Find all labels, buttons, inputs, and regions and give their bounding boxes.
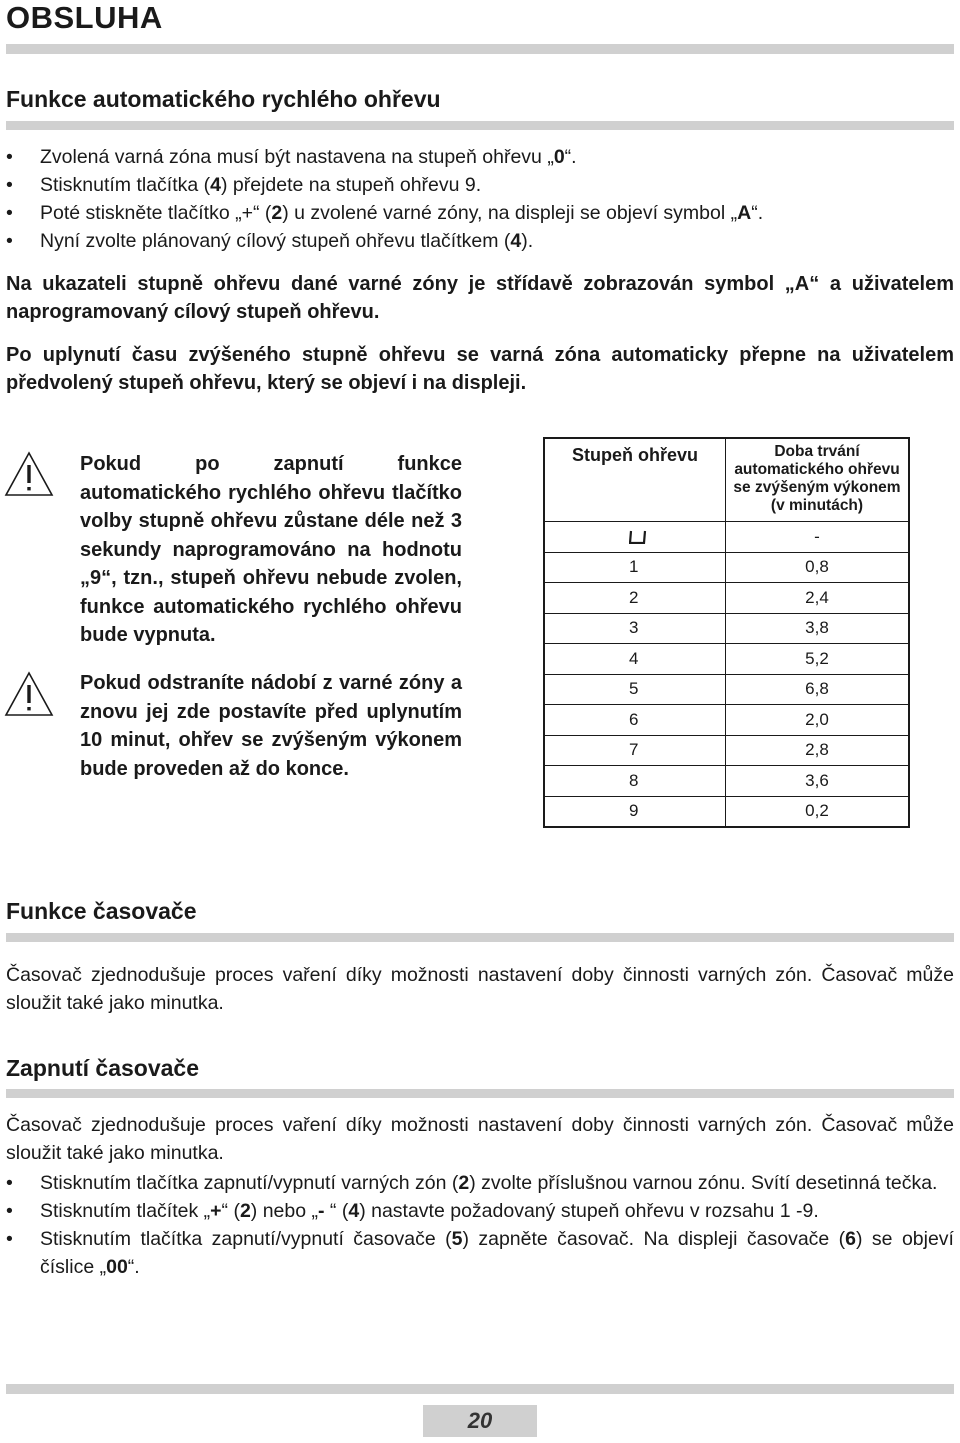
section-heading-timer-start: Zapnutí časovače [6,1055,200,1081]
table-cell-time: 2,0 [726,705,910,736]
table-cell-time: 0,2 [726,796,910,827]
list-item: • Stisknutím tlačítka zapnutí/vypnutí časovače (5) zapněte časovač. Na displeji časovače (6) se objeví číslice „00“. [6,1225,954,1281]
table-row [544,522,909,553]
table-row [544,583,909,614]
timer-steps [6,1169,954,1281]
divider-bar [6,1089,954,1098]
table-cell-level: 5 [544,674,726,705]
list-item: • Nyní zvolte plánovaný cílový stupeň ohřevu tlačítkem (4). [6,227,954,255]
table-cell-time: - [726,522,910,553]
paragraph-auto-switch: Po uplynutí času zvýšeného stupně ohřevu se varná zóna automaticky přepne na uživatelem předvolený stupeň ohřevu, který se objeví i na displeji. [6,344,954,394]
divider-bar [6,44,954,54]
page-number: 20 [467,1408,493,1433]
table-cell-level: 1 [544,552,726,583]
table-header-duration: Doba trvání automatického ohřevu se zvýšeným výkonem (v minutách) [726,438,910,522]
table-row [544,552,909,583]
table-cell-level: 6 [544,705,726,736]
table-row [544,766,909,797]
table-row [544,735,909,766]
list-item: • Stisknutím tlačítka (4) přejdete na stupeň ohřevu 9. [6,171,954,199]
section-heading-timer-function: Funkce časovače [6,898,197,924]
table-cell-time: 3,6 [726,766,910,797]
table-cell-level: 9 [544,796,726,827]
table-row [544,613,909,644]
table-cell-level [544,522,726,553]
table-cell-time: 5,2 [726,644,910,675]
divider-bar [6,933,954,942]
warning-text-cookware: Pokud odstraníte nádobí z varné zóny a znovu jej zde postavíte před uplynutím 10 minut, ohřev se zvýšeným výkonem bude proveden až do konce. [80,672,462,780]
table-header-row [544,438,909,522]
table-row [544,796,909,827]
list-item: • Stisknutím tlačítek „+“ (2) nebo „- “ (4) nastavte požadovaný stupeň ohřevu v rozsahu 1 -9. [6,1197,954,1225]
table-cell-level: 8 [544,766,726,797]
auto-heat-steps [6,143,954,255]
table-cell-time: 6,8 [726,674,910,705]
section-heading-auto-heat: Funkce automatického rychlého ohřevu [6,86,441,112]
heat-level-table [543,437,910,828]
table-cell-time: 2,4 [726,583,910,614]
table-header-level: Stupeň ohřevu [544,438,726,522]
table-cell-time: 0,8 [726,552,910,583]
paragraph-timer-start: Časovač zjednodušuje proces vaření díky možnosti nastavení doby činnosti varných zón. Časovač může sloužit také jako minutka. [6,1114,954,1164]
list-item: • Stisknutím tlačítka zapnutí/vypnutí varných zón (2) zvolte příslušnou varnou zónu. Svítí desetinná tečka. [6,1169,954,1197]
u-symbol-icon [629,530,647,544]
table-cell-level: 2 [544,583,726,614]
table-cell-time: 2,8 [726,735,910,766]
table-row [544,674,909,705]
table-cell-level: 7 [544,735,726,766]
table-row [544,644,909,675]
table-cell-level: 4 [544,644,726,675]
table-cell-time: 3,8 [726,613,910,644]
table-cell-level: 3 [544,613,726,644]
divider-bar [6,1384,954,1394]
table-row [544,705,909,736]
warning-icon [4,671,54,717]
paragraph-timer-function: Časovač zjednodušuje proces vaření díky možnosti nastavení doby činnosti varných zón. Časovač může sloužit také jako minutka. [6,964,954,1014]
warning-text-timeout: Pokud po zapnutí funkce automatického rychlého ohřevu tlačítko volby stupně ohřevu zůstane déle než 3 sekundy naprogramováno na hodnotu „9“, tzn., stupeň ohřevu nebude zvolen, funkce automatického rychlého ohřevu bude vypnuta. [80,453,462,646]
divider-bar [6,121,954,130]
list-item: • Zvolená varná zóna musí být nastavena na stupeň ohřevu „0“. [6,143,954,171]
list-item: • Poté stiskněte tlačítko „+“ (2) u zvolené varné zóny, na displeji se objeví symbol „A“. [6,199,954,227]
paragraph-alternating-display: Na ukazateli stupně ohřevu dané varné zóny je střídavě zobrazován symbol „A“ a uživatelem naprogramovaný cílový stupeň ohřevu. [6,273,954,323]
warning-icon [4,451,54,497]
page-title: OBSLUHA [6,0,163,35]
